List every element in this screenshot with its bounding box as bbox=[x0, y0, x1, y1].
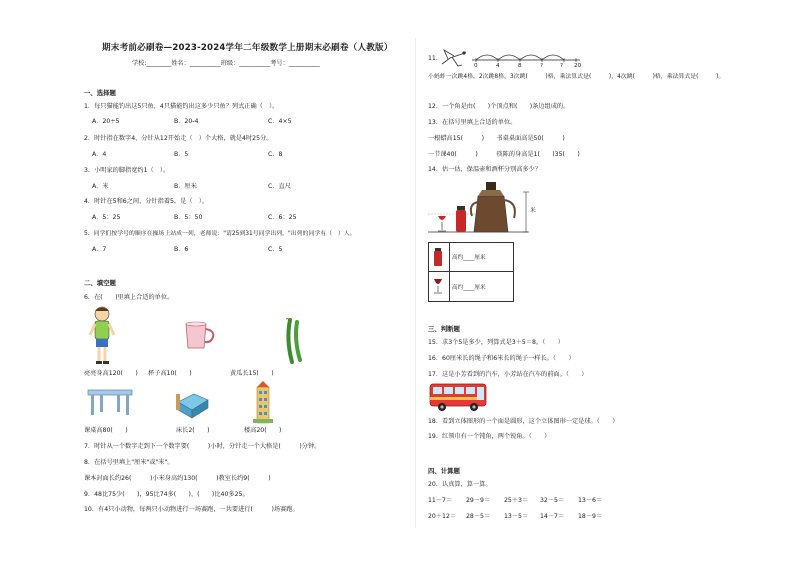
question-19: 19．红领巾有一个钝角，两个锐角。（ ） bbox=[428, 433, 551, 440]
q2-option-b: B．5 bbox=[174, 151, 189, 158]
section-judge-heading: 三、判断题 bbox=[428, 325, 460, 333]
thermos-and-glass-illustration bbox=[428, 176, 540, 238]
question-2: 2．时针指在数字4，分针从12开始走（ ）个大格，就是4时25分。 bbox=[84, 135, 273, 142]
q6-label-desk: 课桌高80( ) bbox=[84, 427, 128, 434]
section-choice-heading: 一、选择题 bbox=[84, 89, 116, 97]
question-13: 13．在括号里填上合适的单位。 bbox=[428, 119, 517, 126]
q1-option-c: C．4×5 bbox=[268, 118, 292, 125]
number-line bbox=[470, 50, 582, 70]
q1-option-a: A．20÷5 bbox=[92, 118, 120, 125]
number-line-tick-unknown-1: ? bbox=[540, 63, 543, 69]
q6-label-height: 亮亮身高120( ) bbox=[84, 370, 138, 377]
question-11-text: 小蚂蚱一次跳4格，2次跳8格，3次跳( )格，乘法算式是( )，4次跳( )格，乘法算式是( )。 bbox=[428, 74, 725, 80]
q6-label-cup: 杯子高10( ) bbox=[148, 370, 192, 377]
q4-option-b: B．5：50 bbox=[174, 214, 203, 221]
section-fill-heading: 二、填空题 bbox=[84, 279, 116, 287]
scale-bar-label: 米 bbox=[530, 208, 536, 214]
number-line-tick-unknown-2: ? bbox=[560, 63, 563, 69]
calc-1-1: 11－7＝ bbox=[428, 497, 453, 504]
question-10: 10．有4只小动物，每两只小动物进行一场赛跑，一共要进行( )场赛跑。 bbox=[84, 506, 299, 513]
question-7: 7．时针从一个数字走到下一个数字要( )小时，分针走一个大格是( )分钟。 bbox=[84, 443, 321, 450]
thermos-icon bbox=[432, 247, 444, 267]
calc-1-5: 13－6＝ bbox=[578, 497, 603, 504]
q4-option-a: A．5：25 bbox=[92, 214, 121, 221]
question-11-label: 11． bbox=[428, 55, 443, 62]
desk-icon bbox=[86, 386, 134, 416]
number-line-tick-8: 8 bbox=[518, 63, 522, 69]
q2-option-c: C．8 bbox=[268, 151, 283, 158]
question-4: 4．时针在5和6之间，分针指着5，是（ ）。 bbox=[84, 198, 209, 205]
question-1: 1．每只猫能钓出这5只鱼，4只猫能钓出这多少只鱼？列式正确（ ）。 bbox=[84, 103, 279, 110]
calc-2-4: 14－7＝ bbox=[540, 513, 565, 520]
q2-option-a: A．4 bbox=[92, 151, 107, 158]
q3-option-a: A．米 bbox=[92, 183, 109, 190]
q6-label-cucumber: 黄瓜长15( ) bbox=[230, 370, 274, 377]
question-12: 12．一个角是由( )个顶点和( )条边组成的。 bbox=[428, 103, 570, 110]
calc-2-1: 20＋12＝ bbox=[428, 513, 457, 520]
question-13-line-a: 一根蜡高15( ) 书桌桌面高是50( ) bbox=[428, 135, 565, 142]
q5-option-b: B．6 bbox=[174, 246, 189, 253]
q3-option-c: C．直尺 bbox=[268, 183, 291, 190]
thermos-height-blank: 高约____厘米 bbox=[452, 255, 486, 261]
calc-2-5: 18－9＝ bbox=[578, 513, 603, 520]
question-20: 20．认真算，算一算。 bbox=[428, 481, 492, 488]
q6-label-building: 楼高20( ) bbox=[244, 427, 282, 434]
column-divider bbox=[415, 38, 416, 528]
calc-1-2: 29－9＝ bbox=[466, 497, 491, 504]
wine-glass-icon bbox=[432, 277, 444, 295]
number-line-tick-0: 0 bbox=[474, 63, 478, 69]
cucumber-icon bbox=[284, 318, 306, 364]
calc-1-3: 25＋3＝ bbox=[504, 497, 529, 504]
q5-option-a: A．7 bbox=[92, 246, 107, 253]
building-icon bbox=[253, 381, 273, 425]
question-9: 9．48比75少( )，95比74多( )，( )比40多25。 bbox=[84, 491, 249, 498]
exam-title: 期末考前必刷卷—2023-2024学年二年级数学上册期末必刷卷（人教版） bbox=[102, 43, 393, 53]
question-8: 8．在括号里填上"厘米"或"米"。 bbox=[84, 459, 174, 466]
grasshopper-icon bbox=[440, 44, 468, 70]
calc-2-3: 13－5＝ bbox=[504, 513, 529, 520]
question-15: 15．求3个5是多少，列算式是3＋5＝8。（ ） bbox=[428, 339, 564, 346]
calc-1-4: 32－5＝ bbox=[540, 497, 565, 504]
question-18: 18．看到立体图形的一个面是圆形，这个立体图形一定是球。（ ） bbox=[428, 418, 619, 425]
question-17: 17．这是小芳看到的汽车，小芳站在汽车的前面。（ ） bbox=[428, 371, 588, 378]
number-line-tick-20: 20 bbox=[574, 63, 582, 69]
question-8-items: 课本封面长约26( )小米身高约130( )教室长约9( ) bbox=[84, 475, 271, 482]
number-line-tick-4: 4 bbox=[496, 63, 500, 69]
q4-option-c: C．6：25 bbox=[268, 214, 297, 221]
child-figure-icon bbox=[88, 305, 116, 367]
question-3: 3．小明家的脚指宽约1（ ）。 bbox=[84, 167, 170, 174]
student-info-line: 学校:________姓名：__________班级：__________考号：__________ bbox=[132, 60, 320, 67]
section-calc-heading: 四、计算题 bbox=[428, 467, 460, 475]
q6-label-bed: 床长2( ) bbox=[176, 427, 210, 434]
bed-icon bbox=[174, 388, 210, 418]
q1-option-b: B．20-4 bbox=[174, 118, 199, 125]
q3-option-b: B．厘米 bbox=[174, 183, 197, 190]
question-6: 6．在( )里填上合适的单位。 bbox=[84, 294, 174, 301]
q5-option-c: C．5 bbox=[268, 246, 283, 253]
calc-2-2: 28－5＝ bbox=[466, 513, 491, 520]
bus-icon bbox=[428, 382, 490, 412]
question-5: 5．同学们按学号的顺序在操场上站成一列，老师说："请25到31号同学出列，"出列的同学有（ ）人。 bbox=[84, 231, 356, 237]
cup-icon bbox=[183, 321, 217, 351]
question-14: 14．估一估，保温壶和酒杯分别高多少？ bbox=[428, 166, 542, 173]
question-13-line-b: 一节课40( ) 筷陈的身高是1( )35( ) bbox=[428, 151, 580, 158]
question-16: 16．60厘米长的绳子和6米长的绳子一样长。（ ） bbox=[428, 355, 575, 362]
glass-height-blank: 高约____厘米 bbox=[452, 285, 486, 291]
